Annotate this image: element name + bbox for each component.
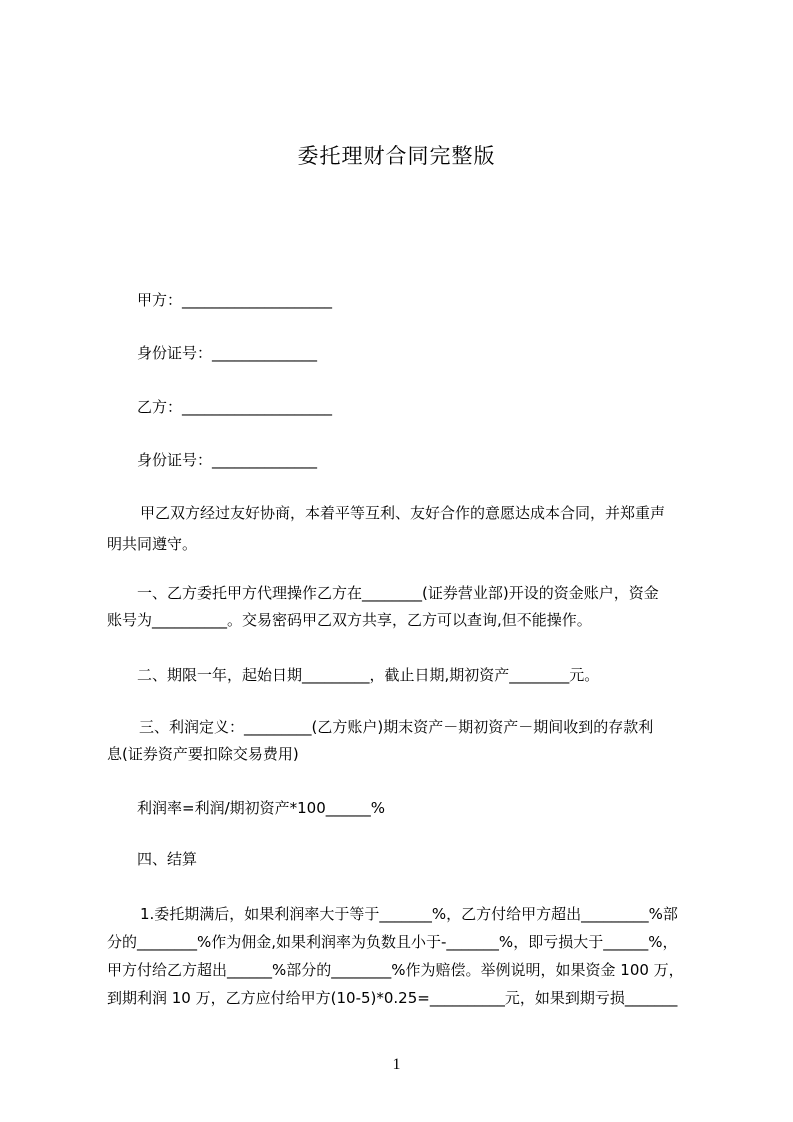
party-b-field: 乙方：____________________ — [137, 398, 333, 416]
clause-1-line-1: 一、乙方委托甲方代理操作乙方在________(证券营业部)开设的资金账户，资金 — [137, 584, 659, 602]
clause-2-line-1: 二、期限一年，起始日期_________，截止日期,期初资产________元。 — [137, 666, 600, 684]
document-title: 委托理财合同完整版 — [297, 144, 496, 168]
preamble-line-2: 明共同遵守。 — [107, 535, 198, 553]
settlement-item-1-line-3: 甲方付给乙方超出______%部分的________%作为赔偿。举例说明，如果资金 100 万， — [107, 961, 684, 979]
section-4-heading: 四、结算 — [137, 850, 198, 868]
party-a-field: 甲方：____________________ — [137, 291, 333, 309]
profit-rate-formula: 利润率=利润/期初资产*100______% — [137, 799, 386, 817]
page-number: 1 — [392, 1056, 401, 1073]
party-b-id-field: 身份证号：______________ — [137, 451, 318, 469]
clause-3-line-2: 息(证券资产要扣除交易费用) — [107, 745, 299, 763]
settlement-item-1-line-1: 1.委托期满后，如果利润率大于等于_______%，乙方付给甲方超出_________%部 — [140, 905, 678, 923]
settlement-item-1-line-4: 到期利润 10 万，乙方应付给甲方(10-5)*0.25=__________元，如果到期亏损_______ — [107, 989, 678, 1007]
settlement-item-1-line-2: 分的________%作为佣金,如果利润率为负数且小于-_______%，即亏损大于______%， — [107, 933, 678, 951]
clause-3-line-1: 三、利润定义：_________(乙方账户)期末资产－期初资产－期间收到的存款利 — [139, 718, 654, 736]
clause-1-line-2: 账号为__________。交易密码甲乙双方共享，乙方可以查询,但不能操作。 — [107, 611, 592, 629]
preamble-line-1: 甲乙双方经过友好协商，本着平等互利、友好合作的意愿达成本合同，并郑重声 — [140, 504, 666, 522]
party-a-id-field: 身份证号：______________ — [137, 344, 318, 362]
